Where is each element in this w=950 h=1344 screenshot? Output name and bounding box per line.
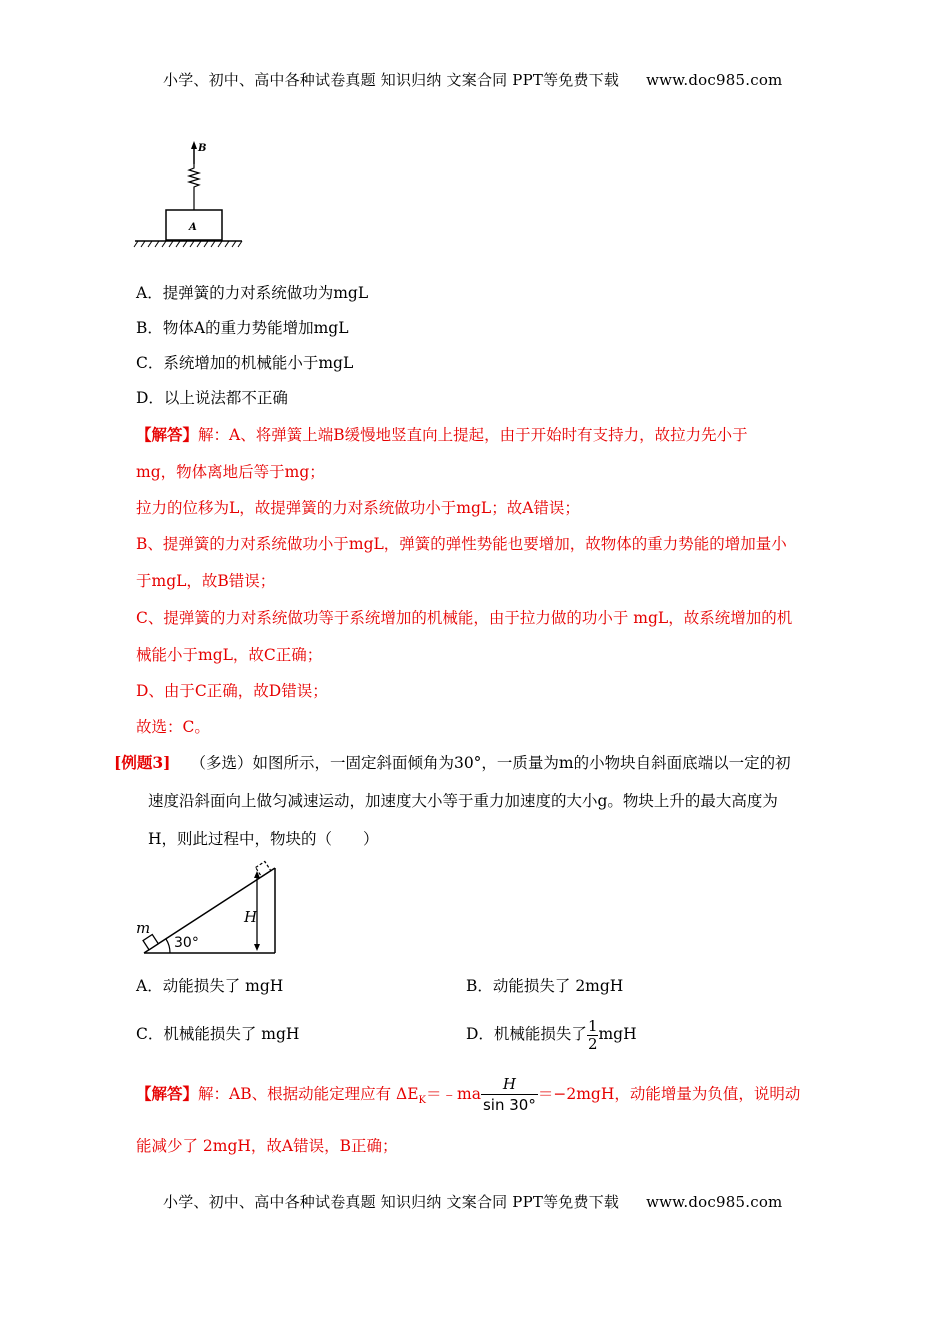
incline-figure bbox=[130, 860, 290, 960]
answer-line-6: C、提弹簧的力对系统做功等于系统增加的机械能，由于拉力做的功小于 mgL，故系统增加的机 bbox=[136, 609, 793, 627]
header-text: 小学、初中、高中各种试卷真题 知识归纳 文案合同 PPT等免费下载 bbox=[163, 71, 620, 89]
label-a: A bbox=[189, 222, 197, 233]
header-url: www.doc985.com bbox=[646, 71, 783, 89]
q3-option-a: A．动能损失了 mgH bbox=[136, 977, 284, 995]
page-footer bbox=[163, 1191, 782, 1212]
answer-line-7: 械能小于mgL，故C正确； bbox=[136, 646, 323, 664]
option-c: C．系统增加的机械能小于mgL bbox=[136, 354, 354, 372]
q3-tag: [例题3] bbox=[114, 753, 171, 772]
answer-line-8: D、由于C正确，故D错误； bbox=[136, 682, 328, 700]
h-over-sin30-fraction: $\frac{H}{\sin 30^\circ}$ bbox=[482, 1075, 536, 1114]
height-label: H bbox=[244, 908, 258, 926]
q3-stem-line-2: 速度沿斜面向上做匀减速运动，加速度大小等于重力加速度的大小g。物块上升的最大高度为 bbox=[148, 792, 778, 810]
option-a: A．提弹簧的力对系统做功为mgL bbox=[136, 284, 369, 302]
q3-stem-line-3: H，则此过程中，物块的（ ） bbox=[148, 830, 379, 848]
q3-answer-tag: 【解答】 bbox=[136, 1084, 199, 1103]
q3-answer-line-1: 【解答】解：AB、根据动能定理应有 $\Delta E_K=﹣ma$ $\frac{H}{\sin 30^\circ}$ ＝−2mgH，动能增量为负值，说明动 bbox=[136, 1075, 801, 1114]
page-header bbox=[163, 69, 782, 90]
option-d: D．以上说法都不正确 bbox=[136, 389, 288, 407]
spring-block-figure bbox=[130, 138, 250, 253]
answer-line-3: 拉力的位移为L，故提弹簧的力对系统做功小于mgL；故A错误； bbox=[136, 499, 580, 517]
mass-label: m bbox=[136, 919, 151, 937]
q3-option-d: D．机械能损失了 $\frac{1}{2}$ mgH bbox=[466, 1016, 637, 1053]
footer-text: 小学、初中、高中各种试卷真题 知识归纳 文案合同 PPT等免费下载 bbox=[163, 1193, 620, 1211]
q3-option-c: C．机械能损失了 mgH bbox=[136, 1025, 300, 1043]
answer-line-1: 【解答】解：A、将弹簧上端B缓慢地竖直向上提起，由于开始时有支持力，故拉力先小于 bbox=[136, 425, 748, 444]
answer-line-9: 故选：C。 bbox=[136, 718, 210, 736]
q3-answer-line-2: 能减少了 2mgH，故A错误，B正确； bbox=[136, 1137, 398, 1155]
half-fraction: $\frac{1}{2}$ bbox=[587, 1016, 598, 1053]
answer-line-4: B、提弹簧的力对系统做功小于mgL，弹簧的弹性势能也要增加，故物体的重力势能的增加量小 bbox=[136, 535, 787, 553]
answer-line-2: mg，物体离地后等于mg； bbox=[136, 463, 325, 481]
q3-stem-line-1: [例题3] （多选）如图所示，一固定斜面倾角为30°，一质量为m的小物块自斜面底端以一定的初 bbox=[114, 753, 791, 772]
angle-label: 30° bbox=[174, 935, 199, 951]
answer-tag: 【解答】 bbox=[136, 425, 199, 444]
q3-option-b: B．动能损失了 2mgH bbox=[466, 977, 624, 995]
answer-line-5: 于mgL，故B错误； bbox=[136, 572, 276, 590]
footer-url: www.doc985.com bbox=[646, 1193, 783, 1211]
label-b: B bbox=[198, 143, 207, 154]
option-b: B．物体A的重力势能增加mgL bbox=[136, 319, 349, 337]
